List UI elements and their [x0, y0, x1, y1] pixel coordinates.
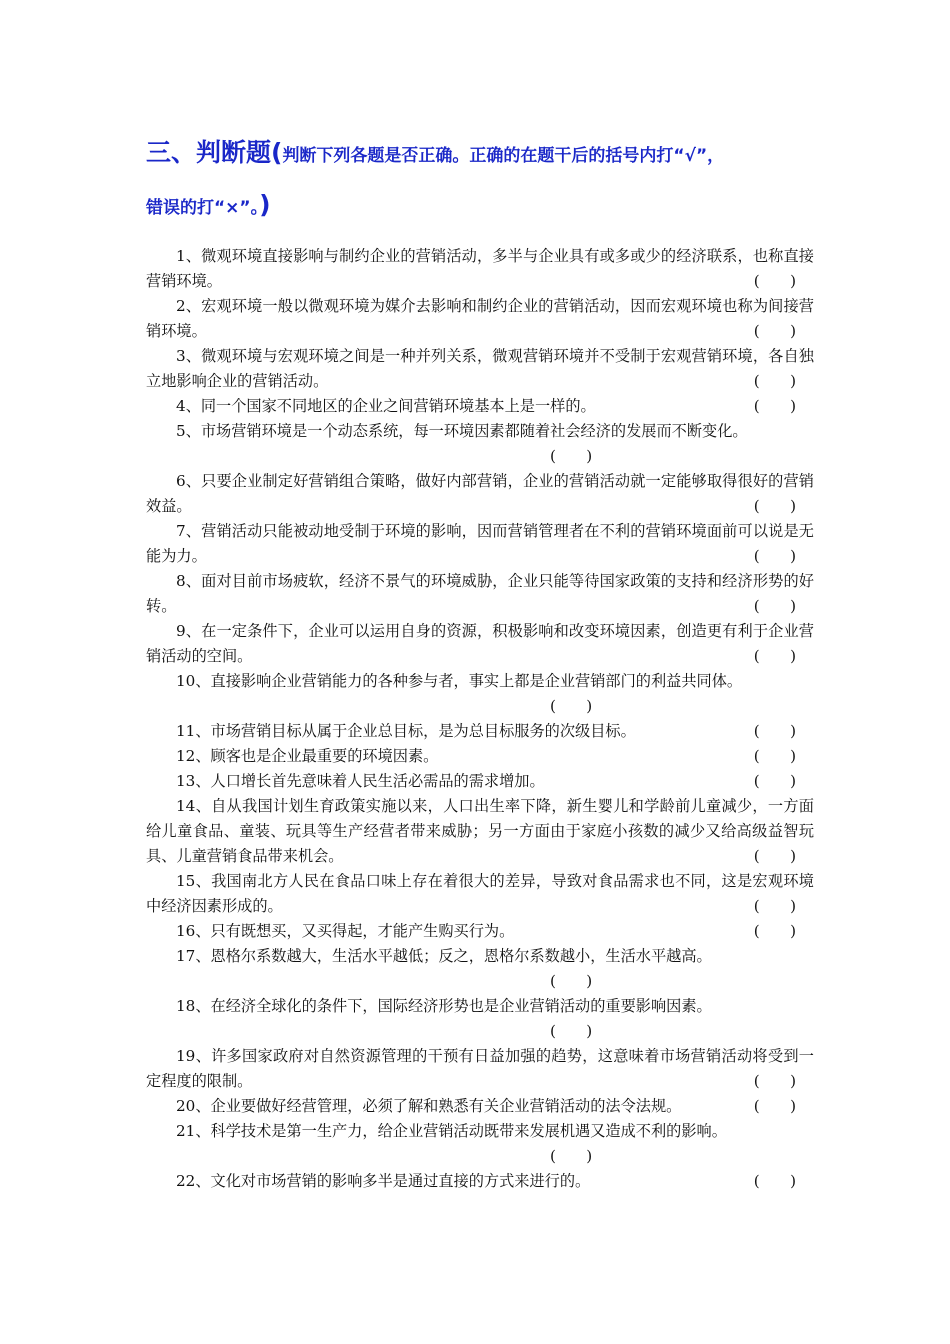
question-text: 17、恩格尔系数越大，生活水平越低；反之，恩格尔系数越小，生活水平越高。	[176, 947, 712, 965]
question-item	[146, 669, 814, 719]
question-item	[146, 469, 814, 519]
question-item	[146, 1119, 814, 1169]
answer-bracket[interactable]: ( )	[550, 697, 593, 715]
answer-bracket[interactable]: ( )	[753, 272, 796, 290]
question-item	[146, 719, 814, 744]
section-instruction-line1: 判断下列各题是否正确。正确的在题干后的括号内打“√”，	[282, 146, 725, 166]
answer-bracket[interactable]: ( )	[753, 547, 796, 565]
answer-bracket[interactable]: ( )	[753, 1072, 796, 1090]
question-text: 4、同一个国家不同地区的企业之间营销环境基本上是一样的。	[176, 397, 596, 415]
question-text: 3、微观环境与宏观环境之间是一种并列关系，微观营销环境并不受制于宏观营销环境，各自独立地影响企业的营销活动。	[146, 347, 814, 390]
question-item	[146, 1169, 814, 1194]
question-item	[146, 344, 814, 394]
section-title-close: )	[259, 190, 271, 219]
question-item	[146, 794, 814, 869]
section-heading	[146, 132, 836, 226]
question-text: 6、只要企业制定好营销组合策略，做好内部营销，企业的营销活动就一定能够取得很好的营销效益。	[146, 472, 814, 515]
answer-bracket[interactable]: ( )	[753, 647, 796, 665]
question-item	[146, 519, 814, 569]
question-text: 20、企业要做好经营管理，必须了解和熟悉有关企业营销活动的法令法规。	[176, 1097, 682, 1115]
answer-bracket[interactable]: ( )	[753, 922, 796, 940]
question-text: 14、自从我国计划生育政策实施以来，人口出生率下降，新生婴儿和学龄前儿童减少，一方面给儿童食品、童装、玩具等生产经营者带来威胁；另一方面由于家庭小孩数的减少又给高级益智玩具、儿童营销食品带来机会。	[146, 797, 814, 865]
answer-bracket[interactable]: ( )	[753, 372, 796, 390]
question-text: 21、科学技术是第一生产力，给企业营销活动既带来发展机遇又造成不利的影响。	[176, 1122, 727, 1140]
question-item	[146, 394, 814, 419]
answer-bracket[interactable]: ( )	[753, 722, 796, 740]
question-item	[146, 869, 814, 919]
answer-bracket[interactable]: ( )	[550, 447, 593, 465]
answer-bracket[interactable]: ( )	[753, 322, 796, 340]
question-text: 10、直接影响企业营销能力的各种参与者，事实上都是企业营销部门的利益共同体。	[176, 672, 743, 690]
question-text: 2、宏观环境一般以微观环境为媒介去影响和制约企业的营销活动，因而宏观环境也称为间接营销环境。	[146, 297, 814, 340]
question-text: 12、顾客也是企业最重要的环境因素。	[176, 747, 439, 765]
question-text: 5、市场营销环境是一个动态系统，每一环境因素都随着社会经济的发展而不断变化。	[176, 422, 748, 440]
question-text: 8、面对目前市场疲软，经济不景气的环境威胁，企业只能等待国家政策的支持和经济形势的好转。	[146, 572, 814, 615]
answer-bracket[interactable]: ( )	[753, 772, 796, 790]
question-item	[146, 919, 814, 944]
question-item	[146, 294, 814, 344]
answer-bracket[interactable]: ( )	[550, 1147, 593, 1165]
answer-bracket[interactable]: ( )	[753, 897, 796, 915]
answer-bracket[interactable]: ( )	[753, 1172, 796, 1190]
question-text: 15、我国南北方人民在食品口味上存在着很大的差异，导致对食品需求也不同，这是宏观环境中经济因素形成的。	[146, 872, 814, 915]
answer-bracket[interactable]: ( )	[550, 1022, 593, 1040]
section-title: 三、判断题(	[146, 138, 283, 167]
question-item	[146, 1044, 814, 1094]
question-text: 9、在一定条件下，企业可以运用自身的资源，积极影响和改变环境因素，创造更有利于企业营销活动的空间。	[146, 622, 814, 665]
question-text: 18、在经济全球化的条件下，国际经济形势也是企业营销活动的重要影响因素。	[176, 997, 712, 1015]
question-text: 19、许多国家政府对自然资源管理的干预有日益加强的趋势，这意味着市场营销活动将受到一定程度的限制。	[146, 1047, 814, 1090]
question-text: 1、微观环境直接影响与制约企业的营销活动，多半与企业具有或多或少的经济联系，也称直接营销环境。	[146, 247, 814, 290]
question-item	[146, 419, 814, 469]
question-text: 22、文化对市场营销的影响多半是通过直接的方式来进行的。	[176, 1172, 591, 1190]
question-item	[146, 569, 814, 619]
answer-bracket[interactable]: ( )	[753, 597, 796, 615]
answer-bracket[interactable]: ( )	[753, 497, 796, 515]
question-item	[146, 744, 814, 769]
question-item	[146, 1094, 814, 1119]
answer-bracket[interactable]: ( )	[753, 397, 796, 415]
question-list	[146, 244, 814, 1194]
question-text: 16、只有既想买，又买得起，才能产生购买行为。	[176, 922, 515, 940]
question-item	[146, 769, 814, 794]
question-item	[146, 994, 814, 1044]
question-text: 7、营销活动只能被动地受制于环境的影响，因而营销管理者在不利的营销环境面前可以说是无能为力。	[146, 522, 814, 565]
section-instruction-line2: 错误的打“×”。	[146, 198, 260, 218]
answer-bracket[interactable]: ( )	[753, 747, 796, 765]
question-text: 11、市场营销目标从属于企业总目标，是为总目标服务的次级目标。	[176, 722, 636, 740]
question-item	[146, 244, 814, 294]
question-item	[146, 619, 814, 669]
answer-bracket[interactable]: ( )	[550, 972, 593, 990]
question-item	[146, 944, 814, 994]
answer-bracket[interactable]: ( )	[753, 1097, 796, 1115]
answer-bracket[interactable]: ( )	[753, 847, 796, 865]
question-text: 13、人口增长首先意味着人民生活必需品的需求增加。	[176, 772, 545, 790]
